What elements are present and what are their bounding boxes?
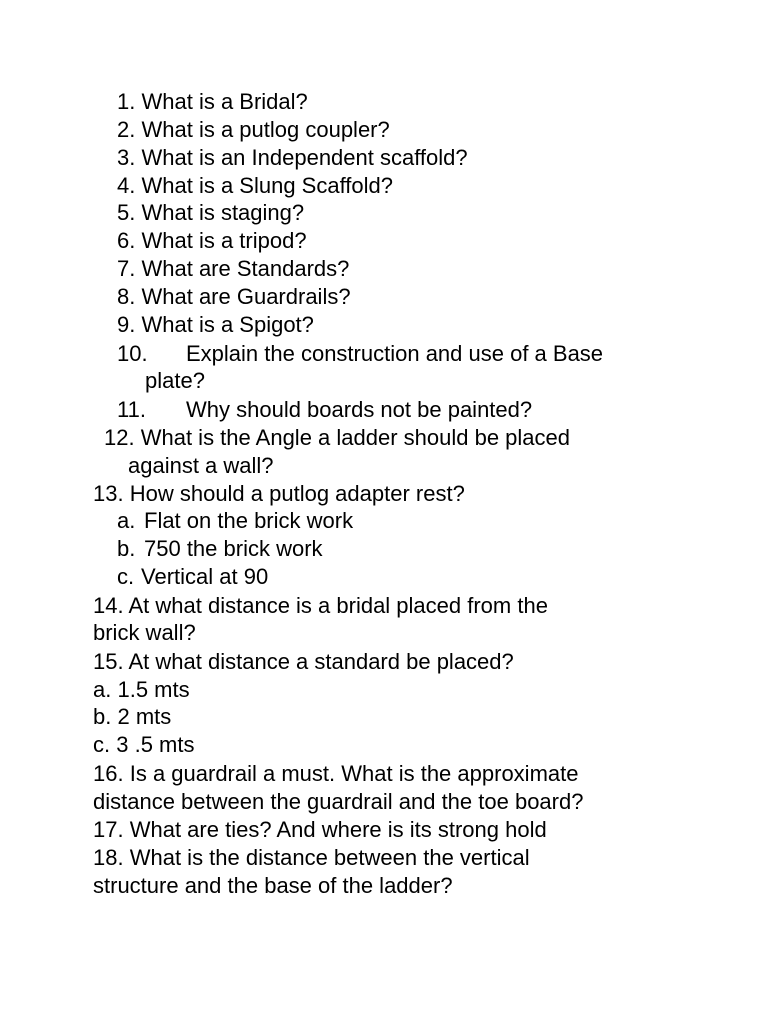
question-text: What is the distance between the vertical xyxy=(129,845,530,870)
question-text: Why should boards not be painted? xyxy=(186,397,533,422)
question-number: 18. xyxy=(93,845,124,870)
question-text: Is a guardrail a must. What is the approximate xyxy=(129,761,579,786)
question-number: 2. xyxy=(117,117,136,142)
option-text: 750 the brick work xyxy=(144,536,323,561)
question-16-continuation: distance between the guardrail and the toe board? xyxy=(93,789,584,814)
question-8 xyxy=(117,284,351,310)
question-number: 13. xyxy=(93,481,124,506)
question-12 xyxy=(104,425,570,451)
question-1 xyxy=(117,89,308,115)
question-text: What is a Bridal? xyxy=(141,89,308,114)
question-number: 12. xyxy=(104,425,135,450)
question-text: At what distance a standard be placed? xyxy=(128,649,514,674)
question-16 xyxy=(93,761,578,787)
question-18 xyxy=(93,845,530,871)
question-4 xyxy=(117,173,393,199)
question-10 xyxy=(117,341,603,367)
question-text: What is an Independent scaffold? xyxy=(141,145,468,170)
question-text: Explain the construction and use of a Base xyxy=(186,341,604,366)
question-number: 6. xyxy=(117,228,136,253)
question-18-continuation: structure and the base of the ladder? xyxy=(93,873,453,898)
question-number: 5. xyxy=(117,200,136,225)
question-number: 14. xyxy=(93,593,124,618)
option-15c xyxy=(93,732,195,758)
option-15a xyxy=(93,677,190,703)
question-number: 17. xyxy=(93,817,124,842)
question-10-continuation: plate? xyxy=(145,368,205,393)
option-label: c. xyxy=(93,732,111,757)
option-label: c. xyxy=(117,564,135,589)
question-text: What is a tripod? xyxy=(141,228,307,253)
question-14-continuation: brick wall? xyxy=(93,620,196,645)
option-13c xyxy=(117,564,268,590)
option-label: a. xyxy=(93,677,112,702)
question-12-continuation: against a wall? xyxy=(128,453,274,478)
question-7 xyxy=(117,256,349,282)
question-number: 4. xyxy=(117,173,136,198)
question-number: 16. xyxy=(93,761,124,786)
question-number: 3. xyxy=(117,145,136,170)
question-text: What is a putlog coupler? xyxy=(141,117,390,142)
option-15b xyxy=(93,704,171,730)
question-text: What is the Angle a ladder should be placed xyxy=(140,425,571,450)
option-13a xyxy=(117,508,353,534)
question-11 xyxy=(117,397,532,423)
question-14 xyxy=(93,593,548,619)
option-text: 2 mts xyxy=(117,704,172,729)
option-label: b. xyxy=(93,704,112,729)
question-15 xyxy=(93,649,514,675)
question-text: What is staging? xyxy=(141,200,305,225)
question-text: How should a putlog adapter rest? xyxy=(129,481,465,506)
question-number: 10. xyxy=(117,341,148,366)
question-text: What is a Spigot? xyxy=(141,312,314,337)
question-text: What are Standards? xyxy=(141,256,350,281)
question-number: 15. xyxy=(93,649,124,674)
question-5 xyxy=(117,200,304,226)
question-3 xyxy=(117,145,468,171)
question-13 xyxy=(93,481,465,507)
question-number: 7. xyxy=(117,256,136,281)
question-text: What are Guardrails? xyxy=(141,284,351,309)
option-label: b. xyxy=(117,536,136,561)
question-text: What are ties? And where is its strong hold xyxy=(129,817,547,842)
option-label: a. xyxy=(117,508,136,533)
option-13b xyxy=(117,536,323,562)
question-9 xyxy=(117,312,314,338)
option-text: Vertical at 90 xyxy=(141,564,269,589)
question-17 xyxy=(93,817,547,843)
question-number: 9. xyxy=(117,312,136,337)
question-2 xyxy=(117,117,390,143)
question-text: At what distance is a bridal placed from the xyxy=(128,593,548,618)
question-number: 8. xyxy=(117,284,136,309)
question-number: 11. xyxy=(117,397,146,422)
option-text: Flat on the brick work xyxy=(144,508,354,533)
question-number: 1. xyxy=(117,89,136,114)
option-text: 3 .5 mts xyxy=(116,732,195,757)
option-text: 1.5 mts xyxy=(117,677,190,702)
question-text: What is a Slung Scaffold? xyxy=(141,173,394,198)
question-6 xyxy=(117,228,307,254)
